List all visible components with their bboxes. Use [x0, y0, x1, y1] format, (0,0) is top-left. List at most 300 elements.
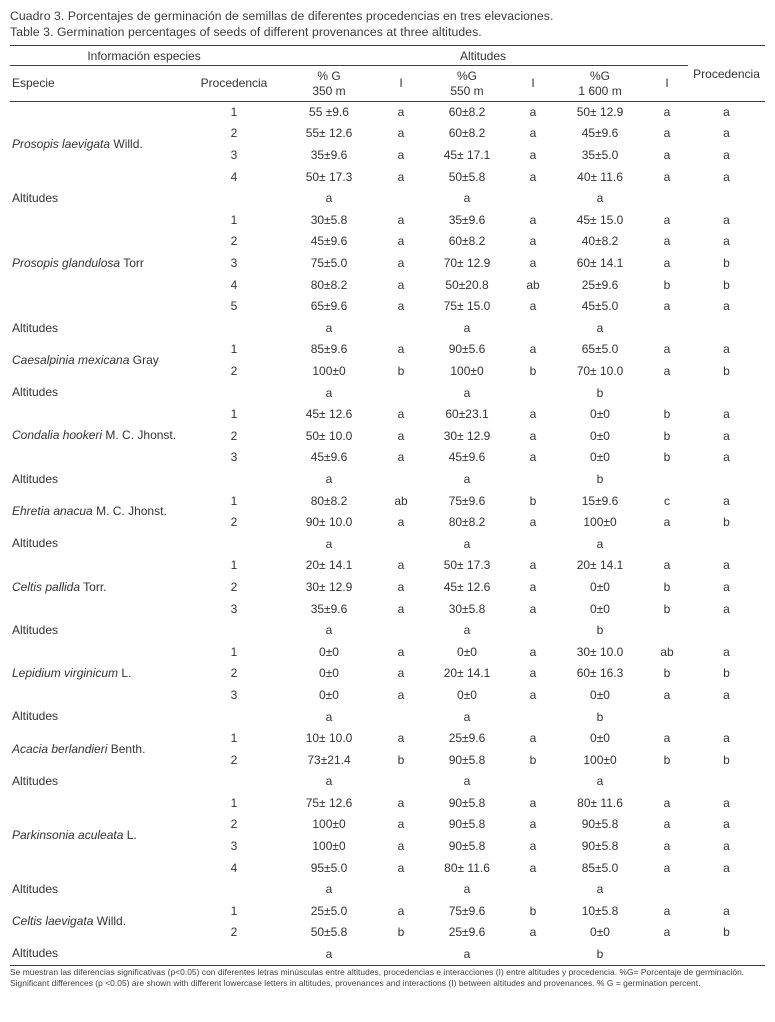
provenance-number-cell: 1	[230, 795, 238, 810]
g350-value-cell: 55 ±9.6	[309, 105, 349, 120]
altitude-letter-cell: b	[596, 385, 604, 400]
i550-letter-cell: a	[529, 256, 537, 271]
altitude-letter-cell: a	[463, 623, 471, 638]
provenance-number-cell: 4	[230, 169, 238, 184]
empty-cell	[190, 382, 278, 404]
g550-value-cell: 50±20.8	[445, 277, 489, 292]
i1600-letter-cell: b	[663, 450, 671, 465]
i350-letter-cell: a	[397, 666, 405, 681]
provenance-number-cell: 2	[230, 364, 238, 379]
g1600-value-cell: 30± 10.0	[576, 644, 624, 659]
provenance-letter-cell: b	[723, 364, 730, 379]
species-name-cell: Caesalpinia mexicana Gray	[12, 352, 159, 367]
altitude-letter-cell: a	[325, 471, 333, 486]
g350-value-cell: 10± 10.0	[305, 731, 353, 746]
species-name-cell: Condalia hookeri M. C. Jhonst.	[12, 428, 177, 443]
i550-letter-cell: b	[529, 903, 537, 918]
provenance-row	[10, 490, 765, 512]
g550-value-cell: 30±5.8	[448, 601, 486, 616]
empty-cell	[688, 318, 765, 340]
altitudes-label-cell: Altitudes	[12, 385, 59, 400]
altitude-letter-cell: a	[325, 320, 333, 335]
g1600-value-cell: 0±0	[590, 687, 610, 702]
provenance-number-cell: 5	[230, 299, 238, 314]
i350-letter-cell: b	[397, 364, 405, 379]
g550-value-cell: 90±5.6	[448, 342, 486, 357]
group-header-especies: Información especies	[10, 46, 278, 66]
altitudes-label-cell: Altitudes	[12, 773, 59, 788]
altitude-letter-cell: a	[325, 946, 333, 961]
g550-value-cell: 100±0	[450, 364, 484, 379]
g350-value-cell: 0±0	[319, 644, 339, 659]
i550-letter-cell: a	[529, 579, 537, 594]
g350-value-cell: 55± 12.6	[305, 126, 353, 141]
i1600-letter-cell: b	[663, 666, 671, 681]
i1600-letter-cell: a	[663, 687, 671, 702]
i550-letter-cell: a	[529, 169, 537, 184]
provenance-number-cell: 2	[230, 666, 238, 681]
altitudes-label-cell: Altitudes	[12, 709, 59, 724]
i550-letter-cell: b	[529, 493, 537, 508]
provenance-letter-cell: a	[723, 169, 730, 184]
provenance-letter-cell: a	[723, 450, 730, 465]
g550-value-cell: 0±0	[457, 644, 477, 659]
species-binomial: Lepidium virginicum	[12, 666, 119, 681]
g1600-value-cell: 20± 14.1	[576, 558, 624, 573]
provenance-number-cell: 1	[230, 731, 238, 746]
altitudes-row	[10, 382, 765, 404]
g1600-value-cell: 90±5.8	[581, 839, 619, 854]
altitude-letter-cell: a	[463, 709, 471, 724]
provenance-letter-cell: a	[723, 342, 730, 357]
empty-cell	[512, 318, 554, 340]
empty-cell	[688, 879, 765, 901]
provenance-number-cell: 1	[230, 212, 238, 227]
empty-cell	[646, 944, 688, 966]
i350-letter-cell: a	[397, 277, 405, 292]
provenance-letter-cell: b	[723, 256, 730, 271]
i350-letter-cell: b	[397, 752, 405, 767]
empty-cell	[190, 879, 278, 901]
provenance-number-cell: 1	[230, 407, 238, 422]
g1600-value-cell: 40± 11.6	[577, 169, 623, 184]
i1600-letter-cell: a	[663, 212, 671, 227]
g350-value-cell: 65±9.6	[310, 299, 348, 314]
provenance-letter-cell: a	[723, 860, 730, 875]
empty-cell	[380, 944, 422, 966]
altitude-letter-cell: a	[325, 191, 333, 206]
species-name-cell: Prosopis laevigata Willd.	[12, 137, 143, 152]
species-name-cell: Celtis laevigata Willd.	[12, 914, 127, 929]
empty-cell	[646, 879, 688, 901]
footnote-english: Significant differences (p <0.05) are shown with different lowercase letters in altitudes, provenances and interactions (I) between altitudes and provenances. % G = germination percent.	[10, 978, 701, 989]
empty-cell	[512, 620, 554, 642]
species-name-cell: Parkinsonia aculeata L.	[12, 827, 137, 842]
g1600-value-cell: 60± 16.3	[576, 666, 624, 681]
altitude-letter-cell: b	[596, 709, 604, 724]
altitudes-row	[10, 188, 765, 210]
empty-cell	[190, 944, 278, 966]
i350-letter-cell: a	[397, 579, 405, 594]
i550-letter-cell: a	[529, 817, 537, 832]
empty-cell	[512, 879, 554, 901]
empty-cell	[646, 188, 688, 210]
g350-value-cell: 73±21.4	[307, 752, 351, 767]
col-header-procedencia: Procedencia	[190, 66, 278, 102]
provenance-letter-cell: a	[723, 817, 730, 832]
provenance-row	[10, 728, 765, 750]
g350-value-cell: 100±0	[312, 817, 346, 832]
altitude-letter-cell: a	[596, 191, 604, 206]
i550-letter-cell: a	[529, 212, 537, 227]
i1600-letter-cell: a	[663, 558, 671, 573]
g550-value-cell: 90±5.8	[448, 752, 486, 767]
g550-value-cell: 75±9.6	[448, 903, 486, 918]
i550-letter-cell: a	[529, 105, 537, 120]
i550-letter-cell: a	[529, 666, 537, 681]
empty-cell	[190, 771, 278, 793]
i1600-letter-cell: a	[663, 817, 671, 832]
g350-value-cell: 85±9.6	[310, 342, 348, 357]
i350-letter-cell: a	[397, 407, 405, 422]
i550-letter-cell: a	[529, 299, 537, 314]
i1600-letter-cell: a	[663, 903, 671, 918]
g550-value-cell: 25±9.6	[448, 731, 486, 746]
g1600-value-cell: 90±5.8	[581, 817, 619, 832]
g550-header-line1: %G	[457, 68, 478, 83]
altitudes-label-cell: Altitudes	[12, 881, 59, 896]
empty-cell	[688, 771, 765, 793]
g1600-header-line2: 1 600 m	[578, 83, 622, 98]
i350-letter-cell: a	[397, 731, 405, 746]
empty-cell	[688, 382, 765, 404]
empty-cell	[512, 944, 554, 966]
i550-letter-cell: b	[529, 752, 537, 767]
i350-letter-cell: a	[397, 105, 405, 120]
i1600-letter-cell: a	[663, 342, 671, 357]
g350-value-cell: 0±0	[319, 666, 339, 681]
provenance-row	[10, 339, 765, 361]
provenance-letter-cell: b	[723, 277, 730, 292]
provenance-number-cell: 1	[230, 105, 238, 120]
g1600-header-line1: %G	[590, 68, 611, 83]
empty-cell	[380, 706, 422, 728]
i350-letter-cell: a	[397, 687, 405, 702]
altitude-letter-cell: a	[463, 471, 471, 486]
g1600-value-cell: 65±5.0	[581, 342, 619, 357]
g1600-value-cell: 40±8.2	[581, 234, 619, 249]
g550-value-cell: 0±0	[457, 687, 477, 702]
i1600-letter-cell: b	[663, 428, 671, 443]
g1600-value-cell: 0±0	[590, 925, 610, 940]
empty-cell	[688, 188, 765, 210]
altitude-letter-cell: a	[463, 385, 471, 400]
species-binomial: Celtis pallida	[12, 579, 81, 594]
provenance-row	[10, 555, 765, 577]
species-binomial: Ehretia anacua	[12, 504, 93, 519]
i1600-letter-cell: a	[663, 148, 671, 163]
altitude-letter-cell: b	[596, 623, 604, 638]
g550-value-cell: 80±8.2	[448, 515, 486, 530]
altitudes-row	[10, 879, 765, 901]
i550-letter-cell: a	[529, 342, 537, 357]
g550-value-cell: 50±5.8	[448, 169, 486, 184]
provenance-letter-cell: a	[723, 212, 730, 227]
g1600-value-cell: 10±5.8	[581, 903, 619, 918]
i350-letter-cell: a	[397, 342, 405, 357]
i350-letter-cell: a	[397, 234, 405, 249]
provenance-letter-cell: b	[723, 752, 730, 767]
empty-cell	[380, 534, 422, 556]
footnote-spanish: Se muestran las diferencias significativas (p<0.05) con diferentes letras minúsculas entre altitudes, procedencias e interacciones (I) entre altitudes y procedencia. %G= Porcentaje de germinación.	[10, 966, 745, 977]
i350-letter-cell: a	[397, 256, 405, 271]
empty-cell	[646, 382, 688, 404]
i1600-letter-cell: a	[663, 731, 671, 746]
i550-letter-cell: a	[529, 148, 537, 163]
provenance-number-cell: 2	[230, 234, 238, 249]
g550-value-cell: 75±9.6	[448, 493, 486, 508]
i1600-letter-cell: a	[663, 126, 671, 141]
col-header-g1600	[554, 66, 646, 102]
g350-value-cell: 0±0	[319, 687, 339, 702]
i550-letter-cell: a	[529, 839, 537, 854]
i350-letter-cell: b	[397, 925, 405, 940]
empty-cell	[646, 771, 688, 793]
i550-letter-cell: a	[529, 860, 537, 875]
g350-value-cell: 50±5.8	[310, 925, 348, 940]
empty-cell	[380, 382, 422, 404]
provenance-letter-cell: a	[723, 795, 730, 810]
g350-value-cell: 80±8.2	[310, 493, 348, 508]
altitude-letter-cell: a	[463, 191, 471, 206]
g550-value-cell: 90±5.8	[448, 817, 486, 832]
table-head	[10, 46, 765, 102]
altitude-letter-cell: a	[325, 385, 333, 400]
g350-value-cell: 50± 10.0	[305, 428, 353, 443]
i350-letter-cell: a	[397, 601, 405, 616]
i1600-letter-cell: a	[663, 364, 671, 379]
g550-value-cell: 90±5.8	[448, 839, 486, 854]
provenance-letter-cell: a	[723, 601, 730, 616]
empty-cell	[190, 188, 278, 210]
i550-letter-cell: a	[529, 515, 537, 530]
provenance-letter-cell: a	[723, 105, 730, 120]
g350-value-cell: 45±9.6	[310, 234, 348, 249]
provenance-number-cell: 1	[230, 644, 238, 659]
provenance-letter-cell: a	[723, 579, 730, 594]
provenance-letter-cell: a	[723, 234, 730, 249]
species-binomial: Prosopis laevigata	[12, 137, 111, 152]
germination-table	[10, 45, 765, 966]
altitudes-row	[10, 620, 765, 642]
i350-letter-cell: a	[397, 558, 405, 573]
altitudes-label-cell: Altitudes	[12, 946, 59, 961]
altitudes-row	[10, 944, 765, 966]
provenance-number-cell: 2	[230, 817, 238, 832]
g350-value-cell: 90± 10.0	[305, 515, 353, 530]
i350-letter-cell: a	[397, 126, 405, 141]
species-name-cell: Acacia berlandieri Benth.	[12, 741, 146, 756]
i550-letter-cell: a	[529, 407, 537, 422]
g550-value-cell: 75± 15.0	[443, 299, 491, 314]
i350-letter-cell: a	[397, 169, 405, 184]
g1600-value-cell: 85±5.0	[581, 860, 619, 875]
i1600-letter-cell: a	[663, 860, 671, 875]
empty-cell	[688, 469, 765, 491]
g1600-value-cell: 35±5.0	[581, 148, 619, 163]
provenance-letter-cell: a	[723, 126, 730, 141]
provenance-letter-cell: a	[723, 407, 730, 422]
i350-letter-cell: a	[397, 644, 405, 659]
altitude-letter-cell: a	[596, 882, 604, 897]
provenance-letter-cell: b	[723, 515, 730, 530]
i1600-letter-cell: a	[663, 256, 671, 271]
i350-letter-cell: a	[397, 148, 405, 163]
empty-cell	[646, 620, 688, 642]
g350-value-cell: 45± 12.6	[305, 407, 353, 422]
provenance-letter-cell: a	[723, 644, 730, 659]
empty-cell	[190, 469, 278, 491]
g350-value-cell: 30± 12.9	[305, 579, 353, 594]
species-binomial: Parkinsonia aculeata	[12, 827, 124, 842]
provenance-number-cell: 3	[230, 839, 238, 854]
altitude-letter-cell: a	[325, 774, 333, 789]
provenance-letter-cell: a	[723, 558, 730, 573]
g550-value-cell: 30± 12.9	[443, 428, 491, 443]
g550-value-cell: 90±5.8	[448, 795, 486, 810]
i1600-letter-cell: b	[663, 752, 671, 767]
g1600-value-cell: 0±0	[590, 407, 610, 422]
g1600-value-cell: 60± 14.1	[576, 256, 624, 271]
g550-value-cell: 70± 12.9	[443, 256, 491, 271]
g350-value-cell: 50± 17.3	[305, 169, 353, 184]
provenance-row	[10, 901, 765, 923]
i550-letter-cell: a	[529, 601, 537, 616]
species-name-cell: Celtis pallida Torr.	[12, 579, 107, 594]
g550-value-cell: 80± 11.6	[444, 860, 490, 875]
i1600-letter-cell: ab	[660, 644, 674, 659]
altitudes-label-cell: Altitudes	[12, 190, 59, 205]
g1600-value-cell: 15±9.6	[581, 493, 619, 508]
i1600-letter-cell: a	[663, 105, 671, 120]
empty-cell	[688, 944, 765, 966]
i550-letter-cell: a	[529, 126, 537, 141]
provenance-number-cell: 2	[230, 428, 238, 443]
i350-letter-cell: a	[397, 839, 405, 854]
empty-cell	[512, 188, 554, 210]
g550-value-cell: 60±23.1	[445, 407, 489, 422]
empty-cell	[688, 534, 765, 556]
provenance-row	[10, 404, 765, 426]
col-header-i350: I	[380, 66, 422, 102]
species-name-cell: Prosopis glandulosa Torr	[12, 255, 144, 270]
g550-value-cell: 45± 12.6	[443, 579, 491, 594]
g550-value-cell: 20± 14.1	[443, 666, 491, 681]
empty-cell	[512, 706, 554, 728]
empty-cell	[380, 318, 422, 340]
i1600-letter-cell: b	[663, 579, 671, 594]
provenance-row	[10, 210, 765, 232]
altitude-letter-cell: a	[325, 536, 333, 551]
altitude-letter-cell: b	[596, 471, 604, 486]
empty-cell	[380, 188, 422, 210]
g550-value-cell: 45±9.6	[448, 450, 486, 465]
i550-letter-cell: b	[529, 364, 537, 379]
altitude-letter-cell: a	[325, 623, 333, 638]
provenance-letter-cell: b	[723, 666, 730, 681]
i1600-letter-cell: a	[663, 795, 671, 810]
provenance-number-cell: 2	[230, 126, 238, 141]
i550-letter-cell: ab	[526, 277, 540, 292]
species-binomial: Celtis laevigata	[12, 914, 94, 929]
g350-value-cell: 100±0	[312, 839, 346, 854]
g350-value-cell: 80±8.2	[310, 277, 348, 292]
table-caption-spanish: Cuadro 3. Porcentajes de germinación de semillas de diferentes procedencias en tres elevaciones.	[10, 9, 554, 23]
altitudes-row	[10, 469, 765, 491]
provenance-letter-cell: b	[723, 925, 730, 940]
table-caption-english: Table 3. Germination percentages of seeds of different provenances at three altitudes.	[10, 25, 482, 40]
altitudes-label-cell: Altitudes	[12, 320, 59, 335]
g550-value-cell: 45± 17.1	[443, 148, 491, 163]
g550-value-cell: 25±9.6	[448, 925, 486, 940]
i350-letter-cell: a	[397, 212, 405, 227]
provenance-number-cell: 2	[230, 515, 238, 530]
col-header-g350	[278, 66, 380, 102]
empty-cell	[646, 318, 688, 340]
i1600-letter-cell: c	[664, 493, 671, 508]
provenance-number-cell: 2	[230, 752, 238, 767]
i1600-letter-cell: a	[663, 299, 671, 314]
table-body	[10, 102, 765, 966]
g1600-value-cell: 0±0	[590, 428, 610, 443]
provenance-number-cell: 2	[230, 579, 238, 594]
provenance-letter-cell: a	[723, 428, 730, 443]
group-header-altitudes: Altitudes	[278, 46, 688, 66]
g350-value-cell: 30±5.8	[310, 212, 348, 227]
species-binomial: Condalia hookeri	[12, 428, 103, 443]
i350-letter-cell: a	[397, 299, 405, 314]
altitude-letter-cell: a	[463, 320, 471, 335]
i550-letter-cell: a	[529, 558, 537, 573]
g350-header-line1: % G	[317, 68, 341, 83]
col-header-i550: I	[512, 66, 554, 102]
altitude-letter-cell: a	[325, 882, 333, 897]
empty-cell	[380, 771, 422, 793]
i1600-letter-cell: a	[663, 515, 671, 530]
g550-value-cell: 60±8.2	[448, 234, 486, 249]
provenance-number-cell: 3	[230, 450, 238, 465]
g1600-value-cell: 0±0	[590, 450, 610, 465]
altitude-letter-cell: a	[325, 709, 333, 724]
altitudes-row	[10, 318, 765, 340]
g550-value-cell: 35±9.6	[448, 212, 486, 227]
empty-cell	[190, 706, 278, 728]
species-binomial: Caesalpinia mexicana	[12, 352, 130, 367]
empty-cell	[512, 382, 554, 404]
g350-value-cell: 35±9.6	[310, 601, 348, 616]
group-header-row	[10, 46, 765, 66]
g550-value-cell: 60±8.2	[448, 126, 486, 141]
i350-letter-cell: a	[397, 428, 405, 443]
i350-letter-cell: a	[397, 450, 405, 465]
i1600-letter-cell: a	[663, 925, 671, 940]
provenance-letter-cell: a	[723, 299, 730, 314]
empty-cell	[190, 318, 278, 340]
altitude-letter-cell: a	[596, 320, 604, 335]
g350-value-cell: 75± 12.6	[305, 795, 353, 810]
i1600-letter-cell: b	[663, 407, 671, 422]
g1600-value-cell: 50± 12.9	[576, 105, 624, 120]
